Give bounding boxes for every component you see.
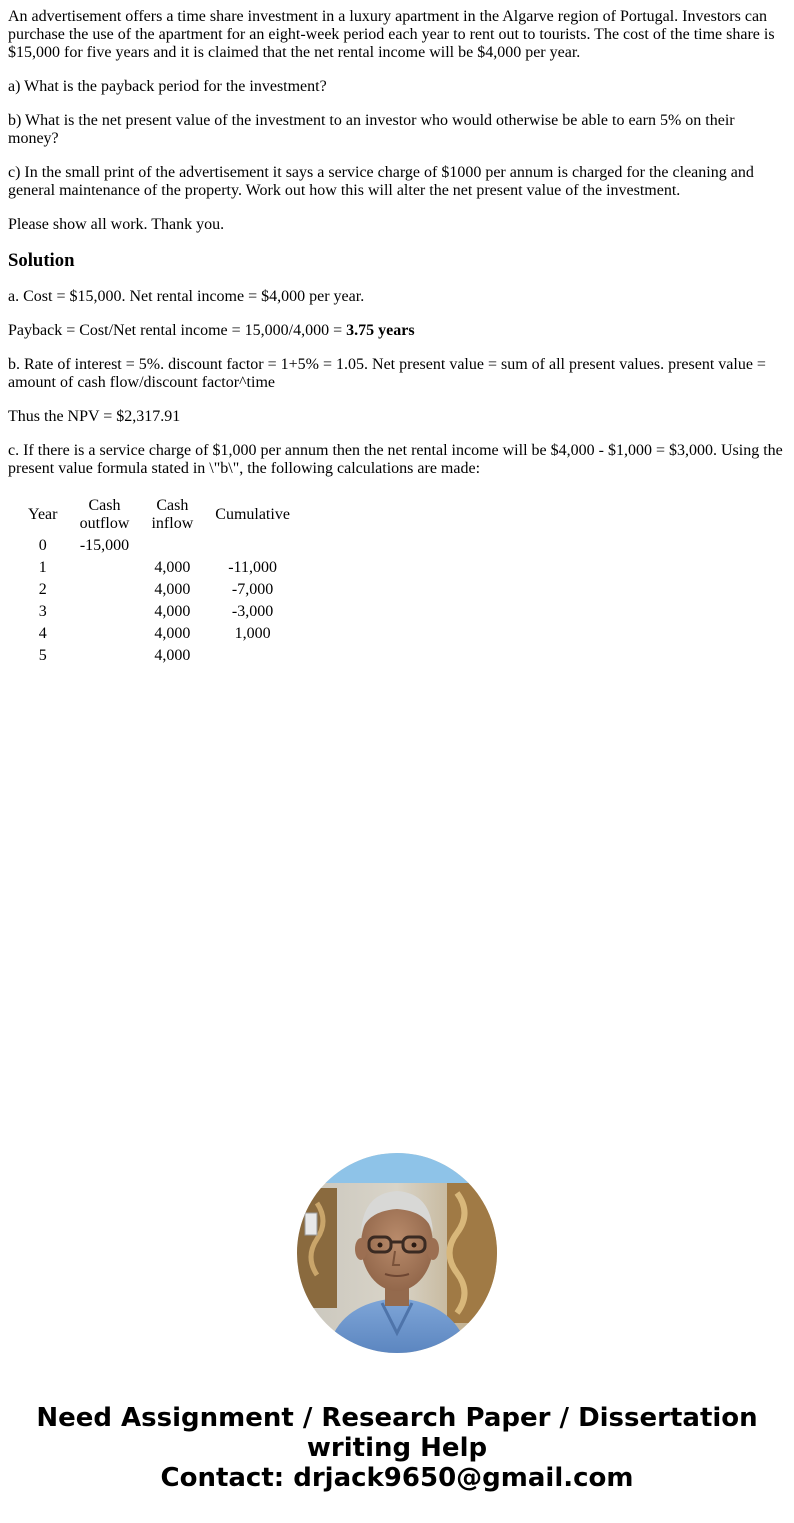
cell-cumulative: -11,000 (228, 559, 277, 576)
cell-inflow: 4,000 (154, 647, 191, 664)
cell-year: 0 (38, 537, 47, 554)
question-part-a: a) What is the payback period for the investment? (8, 78, 327, 95)
cell-cumulative (205, 536, 300, 556)
question-intro: An advertisement offers a time share investment in a luxury apartment in the Algarve region of Portugal. Investors can purchase the use of the apartment for an eight-week period each year to rent out to tourists. The cost of the time share is $15,000 for five years and it is claimed that the net rental income will be $4,000 per year. (8, 8, 775, 61)
cell-inflow: 4,000 (154, 625, 191, 642)
table-row (18, 580, 300, 600)
header-year: Year (28, 506, 58, 523)
cell-cumulative: 1,000 (234, 625, 271, 642)
cell-outflow (69, 558, 139, 578)
cell-outflow (69, 624, 139, 644)
cell-cumulative: -7,000 (231, 581, 274, 598)
author-avatar (297, 1153, 497, 1353)
footer-line-help: Need Assignment / Research Paper / Dissertation writing Help (36, 1403, 758, 1463)
cell-year: 2 (38, 581, 47, 598)
table-row (18, 536, 300, 556)
cell-year: 3 (38, 603, 47, 620)
question-part-c: c) In the small print of the advertisement it says a service charge of $1000 per annum is charged for the cleaning and general maintenance of the property. Work out how this will alter the net present value of the investment. (8, 164, 754, 199)
solution-a-line1: a. Cost = $15,000. Net rental income = $4,000 per year. (8, 288, 365, 305)
footer-promo (0, 1403, 794, 1493)
cell-cumulative: -3,000 (231, 603, 274, 620)
table-row (18, 646, 300, 666)
cell-year: 4 (38, 625, 47, 642)
cell-year: 5 (38, 647, 47, 664)
cell-inflow: 4,000 (154, 603, 191, 620)
author-portrait-icon (297, 1153, 497, 1353)
table-row (18, 558, 300, 578)
cell-outflow (69, 646, 139, 666)
solution-c-line1: c. If there is a service charge of $1,000 per annum then the net rental income will be $4,000 - $1,000 = $3,000. Using the present value formula stated in \"b\", the following calculations are made: (8, 442, 783, 477)
question-closing: Please show all work. Thank you. (8, 216, 225, 233)
table-row (18, 624, 300, 644)
cell-inflow: 4,000 (154, 559, 191, 576)
cell-outflow (69, 580, 139, 600)
cell-outflow: -15,000 (79, 537, 130, 554)
cell-inflow (141, 536, 203, 556)
cash-flow-table (16, 494, 302, 668)
document-body (8, 8, 786, 668)
solution-b-line1: b. Rate of interest = 5%. discount factor = 1+5% = 1.05. Net present value = sum of all present values. present value = amount of cash flow/discount factor^time (8, 356, 766, 391)
cell-inflow: 4,000 (154, 581, 191, 598)
payback-formula: Payback = Cost/Net rental income = 15,000/4,000 = (8, 322, 347, 339)
table-row (18, 602, 300, 622)
payback-result: 3.75 years (346, 322, 415, 339)
header-cash-outflow: Cash outflow (79, 497, 130, 532)
question-part-b: b) What is the net present value of the investment to an investor who would otherwise be able to earn 5% on their money? (8, 112, 735, 147)
cell-year: 1 (38, 559, 47, 576)
header-cash-inflow: Cash inflow (151, 497, 194, 532)
solution-a-line2 (8, 322, 786, 340)
table-header-row (18, 496, 300, 534)
footer-line-contact: Contact: drjack9650@gmail.com (160, 1463, 634, 1493)
cell-cumulative (205, 646, 300, 666)
solution-b-line2: Thus the NPV = $2,317.91 (8, 408, 181, 425)
solution-heading: Solution (8, 250, 75, 271)
header-cumulative: Cumulative (215, 506, 290, 523)
cell-outflow (69, 602, 139, 622)
